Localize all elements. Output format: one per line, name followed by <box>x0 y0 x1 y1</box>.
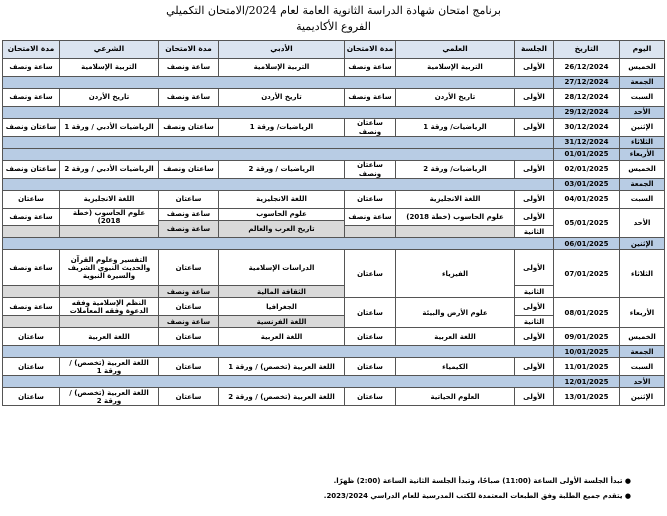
empty-band <box>3 137 554 149</box>
holiday-row <box>3 107 665 119</box>
literary-duration: ساعة ونصف <box>159 221 219 238</box>
date-cell: 26/12/2024 <box>554 59 620 77</box>
literary-subject: التربية الإسلامية <box>219 59 345 77</box>
date-cell: 29/12/2024 <box>554 107 620 119</box>
empty-band <box>3 149 554 161</box>
session-cell: الأولى <box>515 298 554 316</box>
scientific-subject: التربية الإسلامية <box>396 59 515 77</box>
literary-subject: تاريخ العرب والعالم <box>219 221 345 238</box>
day-cell: الإثنين <box>620 119 665 137</box>
sharia-subject: اللغة العربية (تخصص) / ورقة 2 <box>60 388 159 406</box>
scientific-subject: الرياضيات/ ورقة 2 <box>396 161 515 179</box>
sharia-duration <box>3 316 60 328</box>
holiday-row <box>3 77 665 89</box>
scientific-duration: ساعة ونصف <box>345 89 396 107</box>
session-cell: الأولى <box>515 358 554 376</box>
session-cell: الأولى <box>515 191 554 209</box>
sharia-duration <box>3 286 60 298</box>
sharia-duration: ساعتان <box>3 388 60 406</box>
scientific-duration: ساعتان ونصف <box>345 161 396 179</box>
date-cell: 27/12/2024 <box>554 77 620 89</box>
header-sharia: الشرعي <box>60 41 159 59</box>
day-cell: الإثنين <box>620 388 665 406</box>
holiday-row <box>3 346 665 358</box>
holiday-row <box>3 238 665 250</box>
table-row <box>3 358 665 376</box>
literary-duration: ساعتان <box>159 328 219 346</box>
sharia-subject: النظم الإسلامية وفقه الدعوة وفقه المعاملات <box>60 298 159 316</box>
holiday-row <box>3 149 665 161</box>
header-date: التاريخ <box>554 41 620 59</box>
day-cell: الأربعاء <box>620 298 665 328</box>
sharia-duration: ساعة ونصف <box>3 59 60 77</box>
sharia-duration: ساعتان ونصف <box>3 119 60 137</box>
literary-duration: ساعة ونصف <box>159 59 219 77</box>
scientific-subject: الفيزياء <box>396 250 515 298</box>
date-cell: 13/01/2025 <box>554 388 620 406</box>
table-row <box>3 161 665 179</box>
literary-subject: تاريخ الأردن <box>219 89 345 107</box>
holiday-row <box>3 179 665 191</box>
sharia-subject: تاريخ الأردن <box>60 89 159 107</box>
literary-subject: اللغة العربية (تخصص) / ورقة 1 <box>219 358 345 376</box>
literary-duration: ساعة ونصف <box>159 286 219 298</box>
table-row <box>3 191 665 209</box>
date-cell: 04/01/2025 <box>554 191 620 209</box>
holiday-row <box>3 376 665 388</box>
literary-subject: الدراسات الإسلامية <box>219 250 345 286</box>
day-cell: الأحد <box>620 209 665 238</box>
sharia-subject: علوم الحاسوب (خطة 2018) <box>60 209 159 226</box>
literary-duration: ساعتان <box>159 191 219 209</box>
date-cell: 08/01/2025 <box>554 298 620 328</box>
literary-duration: ساعتان ونصف <box>159 119 219 137</box>
sharia-subject <box>60 226 159 238</box>
day-cell: السبت <box>620 191 665 209</box>
literary-duration: ساعتان ونصف <box>159 161 219 179</box>
sharia-subject: التفسير وعلوم القرآن والحديث النبوي الشريف والسيرة النبوية <box>60 250 159 286</box>
table-row <box>3 250 665 286</box>
table-row <box>3 89 665 107</box>
literary-duration: ساعة ونصف <box>159 316 219 328</box>
date-cell: 02/01/2025 <box>554 161 620 179</box>
session-cell: الأولى <box>515 328 554 346</box>
literary-subject: الثقافة المالية <box>219 286 345 298</box>
day-cell: الثلاثاء <box>620 250 665 298</box>
scientific-duration: ساعتان <box>345 358 396 376</box>
scientific-duration: ساعتان <box>345 388 396 406</box>
empty-band <box>3 238 554 250</box>
date-cell: 10/01/2025 <box>554 346 620 358</box>
session-cell: الأولى <box>515 161 554 179</box>
header-sharia-duration: مدة الامتحان <box>3 41 60 59</box>
sharia-duration: ساعة ونصف <box>3 298 60 316</box>
sharia-duration: ساعتان ونصف <box>3 161 60 179</box>
header-row <box>3 41 665 59</box>
page-subtitle: الفروع الأكاديمية <box>296 20 371 33</box>
day-cell: الإثنين <box>620 238 665 250</box>
schedule-table <box>2 40 665 406</box>
day-cell: الخميس <box>620 161 665 179</box>
scientific-subject <box>396 226 515 238</box>
literary-duration: ساعة ونصف <box>159 209 219 221</box>
scientific-subject: العلوم الحياتية <box>396 388 515 406</box>
scientific-duration: ساعتان ونصف <box>345 119 396 137</box>
literary-subject: اللغة الانجليزية <box>219 191 345 209</box>
sharia-duration: ساعة ونصف <box>3 250 60 286</box>
scientific-duration: ساعة ونصف <box>345 209 396 226</box>
session-cell: الأولى <box>515 59 554 77</box>
literary-subject: الرياضيات / ورقة 2 <box>219 161 345 179</box>
day-cell: السبت <box>620 358 665 376</box>
session-cell: الأولى <box>515 209 554 226</box>
sharia-duration: ساعة ونصف <box>3 89 60 107</box>
scientific-duration: ساعة ونصف <box>345 59 396 77</box>
sharia-subject: التربية الإسلامية <box>60 59 159 77</box>
literary-subject: الجغرافيا <box>219 298 345 316</box>
literary-duration: ساعتان <box>159 388 219 406</box>
day-cell: الجمعة <box>620 77 665 89</box>
page-title: برنامج امتحان شهادة الدراسة الثانوية العامة لعام 2024/الامتحان التكميلي <box>166 4 501 17</box>
table-row <box>3 328 665 346</box>
sharia-subject: الرياضيات الأدبي / ورقة 1 <box>60 119 159 137</box>
table-row <box>3 59 665 77</box>
header-scientific-duration: مدة الامتحان <box>345 41 396 59</box>
session-cell: الثانية <box>515 316 554 328</box>
sharia-subject <box>60 286 159 298</box>
header-literary: الأدبي <box>219 41 345 59</box>
literary-subject: اللغة الفرنسية <box>219 316 345 328</box>
literary-subject: الرياضيات/ ورقة 1 <box>219 119 345 137</box>
holiday-row <box>3 137 665 149</box>
day-cell: الجمعة <box>620 179 665 191</box>
day-cell: الخميس <box>620 59 665 77</box>
empty-band <box>3 376 554 388</box>
literary-subject: اللغة العربية (تخصص) / ورقة 2 <box>219 388 345 406</box>
literary-subject: اللغة العربية <box>219 328 345 346</box>
literary-duration: ساعتان <box>159 298 219 316</box>
date-cell: 28/12/2024 <box>554 89 620 107</box>
day-cell: السبت <box>620 89 665 107</box>
header-scientific: العلمي <box>396 41 515 59</box>
literary-duration: ساعتان <box>159 250 219 286</box>
sharia-duration: ساعة ونصف <box>3 209 60 226</box>
sharia-subject: الرياضيات الأدبي / ورقة 2 <box>60 161 159 179</box>
date-cell: 05/01/2025 <box>554 209 620 238</box>
literary-subject: علوم الحاسوب <box>219 209 345 221</box>
scientific-duration <box>345 226 396 238</box>
session-cell: الأولى <box>515 250 554 286</box>
day-cell: الثلاثاء <box>620 137 665 149</box>
session-cell: الثانية <box>515 286 554 298</box>
sharia-duration: ساعتان <box>3 191 60 209</box>
session-cell: الأولى <box>515 119 554 137</box>
table-row <box>3 298 665 316</box>
date-cell: 09/01/2025 <box>554 328 620 346</box>
sharia-duration <box>3 226 60 238</box>
header-day: اليوم <box>620 41 665 59</box>
scientific-subject: الرياضيات/ ورقة 1 <box>396 119 515 137</box>
scientific-subject: اللغة الانجليزية <box>396 191 515 209</box>
scientific-duration: ساعتان <box>345 250 396 298</box>
session-cell: الأولى <box>515 89 554 107</box>
date-cell: 01/01/2025 <box>554 149 620 161</box>
note-item: ● تبدأ الجلسة الأولى الساعة (11:00) صباحًا، وتبدأ الجلسة الثانية الساعة (2:00) ظهرًا. <box>333 477 631 485</box>
sharia-duration: ساعتان <box>3 358 60 376</box>
day-cell: الجمعة <box>620 346 665 358</box>
empty-band <box>3 179 554 191</box>
date-cell: 11/01/2025 <box>554 358 620 376</box>
table-row <box>3 119 665 137</box>
date-cell: 07/01/2025 <box>554 250 620 298</box>
sharia-subject <box>60 316 159 328</box>
notes <box>31 474 631 504</box>
day-cell: الخميس <box>620 328 665 346</box>
sharia-subject: اللغة الانجليزية <box>60 191 159 209</box>
note-text: تبدأ الجلسة الأولى الساعة (11:00) صباحًا، وتبدأ الجلسة الثانية الساعة (2:00) ظهرًا. <box>333 477 623 485</box>
scientific-subject: علوم الحاسوب (خطة 2018) <box>396 209 515 226</box>
session-cell: الأولى <box>515 388 554 406</box>
scientific-duration: ساعتان <box>345 328 396 346</box>
literary-duration: ساعة ونصف <box>159 89 219 107</box>
table-row <box>3 209 665 221</box>
scientific-duration: ساعتان <box>345 298 396 328</box>
note-item: ● يتقدم جميع الطلبة وفق الطبعات المعتمدة للكتب المدرسية للعام الدراسي 2023/2024. <box>323 492 631 500</box>
scientific-duration: ساعتان <box>345 191 396 209</box>
date-cell: 06/01/2025 <box>554 238 620 250</box>
date-cell: 12/01/2025 <box>554 376 620 388</box>
empty-band <box>3 77 554 89</box>
literary-duration: ساعتان <box>159 358 219 376</box>
scientific-subject: اللغة العربية <box>396 328 515 346</box>
session-cell: الثانية <box>515 226 554 238</box>
day-cell: الأربعاء <box>620 149 665 161</box>
date-cell: 03/01/2025 <box>554 179 620 191</box>
scientific-subject: علوم الأرض والبيئة <box>396 298 515 328</box>
empty-band <box>3 346 554 358</box>
sharia-subject: اللغة العربية <box>60 328 159 346</box>
day-cell: الأحد <box>620 376 665 388</box>
header-session: الجلسة <box>515 41 554 59</box>
scientific-subject: الكيمياء <box>396 358 515 376</box>
table-row <box>3 388 665 406</box>
sharia-duration: ساعتان <box>3 328 60 346</box>
note-text: يتقدم جميع الطلبة وفق الطبعات المعتمدة للكتب المدرسية للعام الدراسي 2023/2024. <box>323 492 623 500</box>
sharia-subject: اللغة العربية (تخصص) / ورقة 1 <box>60 358 159 376</box>
date-cell: 30/12/2024 <box>554 119 620 137</box>
day-cell: الأحد <box>620 107 665 119</box>
date-cell: 31/12/2024 <box>554 137 620 149</box>
header-literary-duration: مدة الامتحان <box>159 41 219 59</box>
scientific-subject: تاريخ الأردن <box>396 89 515 107</box>
empty-band <box>3 107 554 119</box>
